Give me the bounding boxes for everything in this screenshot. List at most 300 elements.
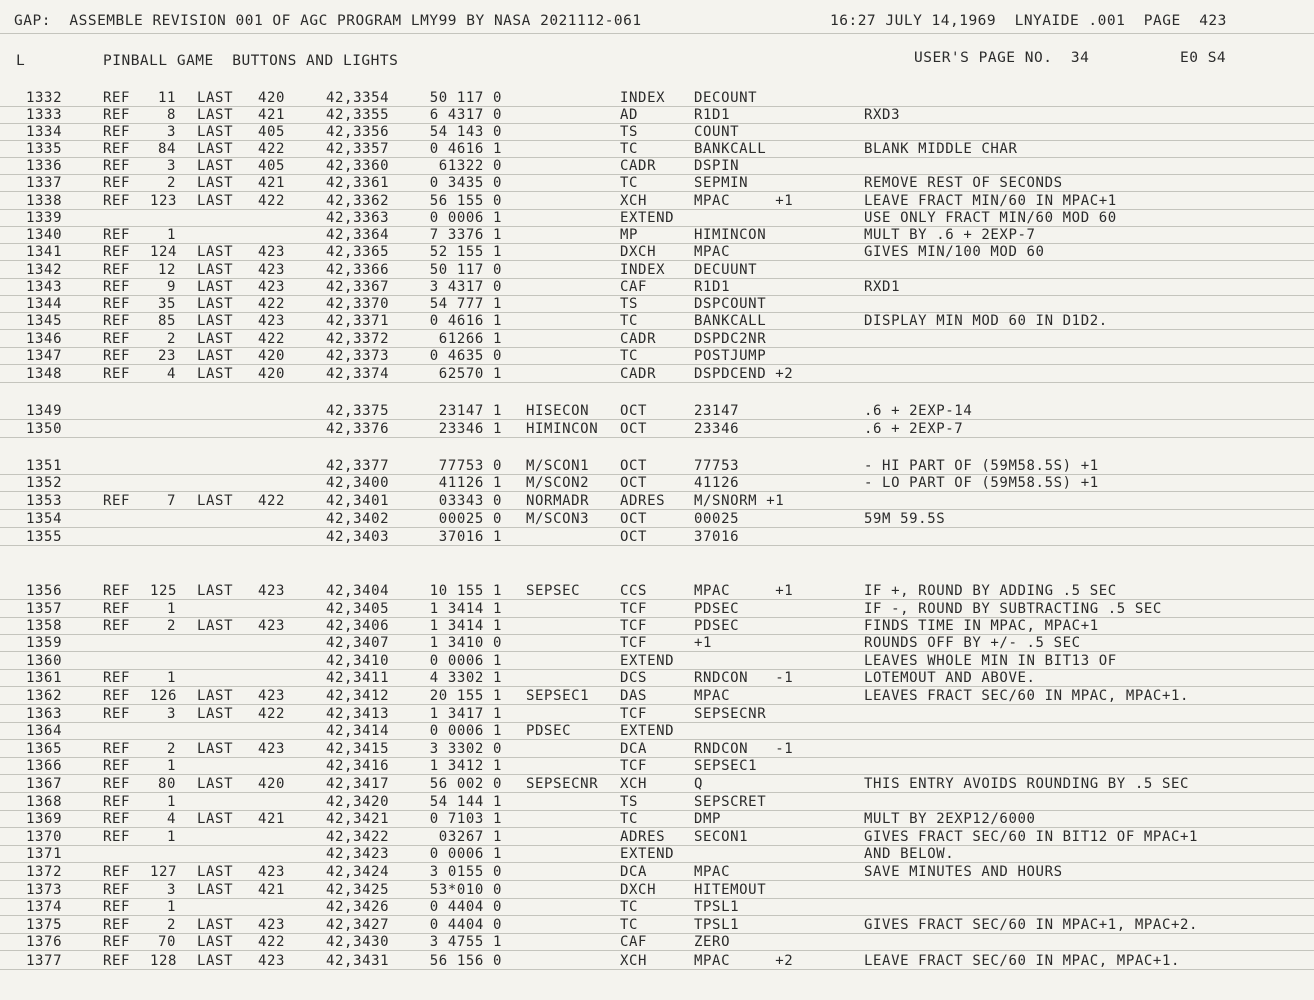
cell-last: LAST <box>197 706 234 722</box>
cell-ref: REF <box>103 227 131 243</box>
cell-rn: 9 <box>166 279 176 295</box>
cell-comment: LEAVE FRACT SEC/60 IN MPAC, MPAC+1. <box>864 953 1181 969</box>
listing-row <box>0 279 1314 296</box>
cell-loc: 42,3415 <box>326 741 390 757</box>
cell-label: HISECON <box>526 403 590 419</box>
cell-code: 0 4616 1 <box>429 313 502 329</box>
cell-addr: 420 <box>258 776 286 792</box>
cell-last: LAST <box>197 917 234 933</box>
row-rule <box>0 774 1314 775</box>
cell-rn: 1 <box>166 601 176 617</box>
cell-arg: MPAC <box>694 864 731 880</box>
cell-addr: 422 <box>258 141 286 157</box>
row-rule <box>0 686 1314 687</box>
cell-arg: RNDCON -1 <box>694 670 794 686</box>
cell-ln: 1370 <box>26 829 63 845</box>
listing-row <box>0 262 1314 279</box>
cell-last: LAST <box>197 741 234 757</box>
cell-arg: ZERO <box>694 934 731 950</box>
cell-ref: REF <box>103 706 131 722</box>
cell-arg: DSPDCEND +2 <box>694 366 794 382</box>
cell-addr: 423 <box>258 262 286 278</box>
cell-addr: 423 <box>258 583 286 599</box>
row-rule <box>0 862 1314 863</box>
cell-arg: MPAC +1 <box>694 583 794 599</box>
cell-ref: REF <box>103 193 131 209</box>
cell-arg: MPAC +2 <box>694 953 794 969</box>
cell-rn: 80 <box>157 776 176 792</box>
cell-addr: 422 <box>258 493 286 509</box>
row-rule <box>0 739 1314 740</box>
cell-ref: REF <box>103 758 131 774</box>
cell-op: TC <box>620 313 639 329</box>
row-rule <box>0 491 1314 492</box>
listing-row <box>0 953 1314 970</box>
cell-op: INDEX <box>620 262 666 278</box>
row-rule <box>0 827 1314 828</box>
cell-addr: 423 <box>258 864 286 880</box>
cell-comment: IF -, ROUND BY SUBTRACTING .5 SEC <box>864 601 1162 617</box>
row-rule <box>0 651 1314 652</box>
cell-ref: REF <box>103 141 131 157</box>
cell-ln: 1344 <box>26 296 63 312</box>
cell-arg: 37016 <box>694 529 740 545</box>
cell-code: 0 4616 1 <box>429 141 502 157</box>
cell-loc: 42,3376 <box>326 421 390 437</box>
cell-rn: 2 <box>166 618 176 634</box>
cell-ln: 1363 <box>26 706 63 722</box>
listing-row <box>0 618 1314 635</box>
cell-op: DCS <box>620 670 648 686</box>
cell-loc: 42,3402 <box>326 511 390 527</box>
cell-last: LAST <box>197 953 234 969</box>
cell-op: OCT <box>620 475 648 491</box>
cell-ref: REF <box>103 776 131 792</box>
listing-row <box>0 313 1314 330</box>
cell-arg: BANKCALL <box>694 313 767 329</box>
row-rule <box>0 419 1314 420</box>
cell-loc: 42,3420 <box>326 794 390 810</box>
cell-arg: MPAC <box>694 688 731 704</box>
cell-ln: 1368 <box>26 794 63 810</box>
cell-loc: 42,3370 <box>326 296 390 312</box>
cell-op: XCH <box>620 953 648 969</box>
cell-code: 37016 1 <box>438 529 502 545</box>
cell-rn: 1 <box>166 899 176 915</box>
cell-ln: 1348 <box>26 366 63 382</box>
cell-comment: FINDS TIME IN MPAC, MPAC+1 <box>864 618 1099 634</box>
cell-last: LAST <box>197 618 234 634</box>
cell-code: 4 3302 1 <box>429 670 502 686</box>
cell-loc: 42,3372 <box>326 331 390 347</box>
cell-ln: 1374 <box>26 899 63 915</box>
listing-row <box>0 141 1314 158</box>
user-page-number: USER'S PAGE NO. 34 <box>914 50 1090 66</box>
cell-op: OCT <box>620 421 648 437</box>
cell-loc: 42,3421 <box>326 811 390 827</box>
cell-loc: 42,3362 <box>326 193 390 209</box>
cell-loc: 42,3406 <box>326 618 390 634</box>
cell-last: LAST <box>197 193 234 209</box>
cell-code: 0 4635 0 <box>429 348 502 364</box>
cell-ln: 1372 <box>26 864 63 880</box>
cell-op: DAS <box>620 688 648 704</box>
cell-addr: 422 <box>258 331 286 347</box>
cell-comment: BLANK MIDDLE CHAR <box>864 141 1018 157</box>
cell-op: CCS <box>620 583 648 599</box>
cell-ln: 1365 <box>26 741 63 757</box>
cell-op: ADRES <box>620 493 666 509</box>
cell-loc: 42,3404 <box>326 583 390 599</box>
cell-rn: 7 <box>166 493 176 509</box>
cell-ref: REF <box>103 882 131 898</box>
listing-row <box>0 635 1314 652</box>
cell-op: TCF <box>620 758 648 774</box>
row-rule <box>0 509 1314 510</box>
listing-row <box>0 227 1314 244</box>
cell-rn: 124 <box>150 244 178 260</box>
listing-row <box>0 794 1314 811</box>
cell-last: LAST <box>197 864 234 880</box>
cell-ln: 1373 <box>26 882 63 898</box>
listing-row <box>0 421 1314 438</box>
cell-op: INDEX <box>620 90 666 106</box>
row-rule <box>0 382 1314 383</box>
cell-ref: REF <box>103 279 131 295</box>
cell-op: DXCH <box>620 882 657 898</box>
cell-op: TCF <box>620 601 648 617</box>
cell-loc: 42,3365 <box>326 244 390 260</box>
listing-row <box>0 193 1314 210</box>
cell-ln: 1347 <box>26 348 63 364</box>
cell-loc: 42,3425 <box>326 882 390 898</box>
cell-last: LAST <box>197 262 234 278</box>
cell-code: 0 0006 1 <box>429 723 502 739</box>
cell-ln: 1343 <box>26 279 63 295</box>
cell-rn: 127 <box>150 864 178 880</box>
cell-op: DCA <box>620 741 648 757</box>
cell-rn: 1 <box>166 829 176 845</box>
cell-comment: .6 + 2EXP-7 <box>864 421 964 437</box>
listing-row <box>0 296 1314 313</box>
cell-code: 50 117 0 <box>429 90 502 106</box>
cell-op: TS <box>620 124 639 140</box>
cell-code: 41126 1 <box>438 475 502 491</box>
cell-code: 62570 1 <box>438 366 502 382</box>
listing-row <box>0 493 1314 510</box>
cell-label: M/SCON3 <box>526 511 590 527</box>
cell-ln: 1358 <box>26 618 63 634</box>
cell-comment: RXD3 <box>864 107 901 123</box>
cell-ref: REF <box>103 107 131 123</box>
cell-last: LAST <box>197 244 234 260</box>
cell-code: 0 0006 1 <box>429 653 502 669</box>
header-title: GAP: ASSEMBLE REVISION 001 OF AGC PROGRAM LMY99 BY NASA 2021112-061 <box>14 13 642 29</box>
cell-code: 50 117 0 <box>429 262 502 278</box>
cell-addr: 422 <box>258 296 286 312</box>
cell-rn: 123 <box>150 193 178 209</box>
cell-comment: ROUNDS OFF BY +/- .5 SEC <box>864 635 1081 651</box>
cell-code: 61322 0 <box>438 158 502 174</box>
header-date-page: 16:27 JULY 14,1969 LNYAIDE .001 PAGE 423 <box>830 13 1227 29</box>
cell-comment: GIVES MIN/100 MOD 60 <box>864 244 1045 260</box>
cell-loc: 42,3423 <box>326 846 390 862</box>
cell-code: 77753 0 <box>438 458 502 474</box>
row-rule <box>0 880 1314 881</box>
cell-op: TCF <box>620 635 648 651</box>
listing-row <box>0 348 1314 365</box>
cell-label: HIMINCON <box>526 421 599 437</box>
cell-arg: SEPMIN <box>694 175 749 191</box>
cell-loc: 42,3405 <box>326 601 390 617</box>
listing-row <box>0 475 1314 492</box>
cell-op: CAF <box>620 279 648 295</box>
cell-rn: 2 <box>166 175 176 191</box>
cell-arg: RNDCON -1 <box>694 741 794 757</box>
listing-row <box>0 723 1314 740</box>
cell-loc: 42,3427 <box>326 917 390 933</box>
row-rule <box>0 792 1314 793</box>
listing-row <box>0 829 1314 846</box>
cell-arg: HITEMOUT <box>694 882 767 898</box>
cell-ln: 1350 <box>26 421 63 437</box>
listing-row <box>0 882 1314 899</box>
cell-arg: 23147 <box>694 403 740 419</box>
cell-code: 6 4317 0 <box>429 107 502 123</box>
cell-ln: 1335 <box>26 141 63 157</box>
cell-op: TC <box>620 811 639 827</box>
cell-arg: 77753 <box>694 458 740 474</box>
cell-label: PDSEC <box>526 723 572 739</box>
cell-rn: 126 <box>150 688 178 704</box>
cell-rn: 1 <box>166 670 176 686</box>
section-title: PINBALL GAME BUTTONS AND LIGHTS <box>103 53 399 69</box>
cell-arg: DSPDC2NR <box>694 331 767 347</box>
cell-comment: LEAVE FRACT MIN/60 IN MPAC+1 <box>864 193 1117 209</box>
cell-addr: 423 <box>258 953 286 969</box>
cell-code: 00025 0 <box>438 511 502 527</box>
cell-rn: 70 <box>157 934 176 950</box>
cell-addr: 422 <box>258 193 286 209</box>
cell-loc: 42,3367 <box>326 279 390 295</box>
cell-code: 1 3417 1 <box>429 706 502 722</box>
cell-rn: 4 <box>166 366 176 382</box>
cell-ln: 1366 <box>26 758 63 774</box>
cell-ln: 1369 <box>26 811 63 827</box>
cell-comment: IF +, ROUND BY ADDING .5 SEC <box>864 583 1117 599</box>
cell-addr: 421 <box>258 107 286 123</box>
cell-ln: 1367 <box>26 776 63 792</box>
cell-loc: 42,3422 <box>326 829 390 845</box>
cell-ref: REF <box>103 829 131 845</box>
cell-label: NORMADR <box>526 493 590 509</box>
cell-last: LAST <box>197 141 234 157</box>
cell-arg: 00025 <box>694 511 740 527</box>
cell-code: 1 3414 1 <box>429 618 502 634</box>
cell-arg: COUNT <box>694 124 740 140</box>
cell-ln: 1339 <box>26 210 63 226</box>
cell-ln: 1361 <box>26 670 63 686</box>
cell-rn: 35 <box>157 296 176 312</box>
cell-code: 10 155 1 <box>429 583 502 599</box>
listing-row <box>0 458 1314 475</box>
cell-loc: 42,3374 <box>326 366 390 382</box>
cell-addr: 421 <box>258 175 286 191</box>
cell-ref: REF <box>103 583 131 599</box>
cell-code: 3 0155 0 <box>429 864 502 880</box>
listing-row <box>0 90 1314 107</box>
cell-loc: 42,3356 <box>326 124 390 140</box>
cell-loc: 42,3355 <box>326 107 390 123</box>
cell-arg: DECOUNT <box>694 90 758 106</box>
cell-ref: REF <box>103 175 131 191</box>
cell-ref: REF <box>103 90 131 106</box>
cell-addr: 423 <box>258 688 286 704</box>
cell-last: LAST <box>197 366 234 382</box>
cell-ln: 1364 <box>26 723 63 739</box>
cell-code: 3 4317 0 <box>429 279 502 295</box>
row-rule <box>0 704 1314 705</box>
listing-row <box>0 210 1314 227</box>
cell-ref: REF <box>103 331 131 347</box>
cell-ref: REF <box>103 794 131 810</box>
listing-row <box>0 864 1314 881</box>
cell-code: 56 002 0 <box>429 776 502 792</box>
cell-comment: DISPLAY MIN MOD 60 IN D1D2. <box>864 313 1108 329</box>
cell-op: OCT <box>620 403 648 419</box>
row-rule <box>0 527 1314 528</box>
cell-op: CAF <box>620 934 648 950</box>
cell-rn: 128 <box>150 953 178 969</box>
cell-arg: SEPSCRET <box>694 794 767 810</box>
cell-loc: 42,3431 <box>326 953 390 969</box>
cell-code: 0 7103 1 <box>429 811 502 827</box>
listing-row <box>0 158 1314 175</box>
row-rule <box>0 191 1314 192</box>
cell-ref: REF <box>103 618 131 634</box>
cell-rn: 2 <box>166 331 176 347</box>
cell-addr: 423 <box>258 279 286 295</box>
cell-loc: 42,3375 <box>326 403 390 419</box>
cell-code: 3 3302 0 <box>429 741 502 757</box>
listing-row <box>0 107 1314 124</box>
cell-rn: 1 <box>166 794 176 810</box>
cell-arg: DSPCOUNT <box>694 296 767 312</box>
cell-loc: 42,3357 <box>326 141 390 157</box>
cell-code: 61266 1 <box>438 331 502 347</box>
listing-row <box>0 899 1314 916</box>
cell-ln: 1336 <box>26 158 63 174</box>
cell-comment: THIS ENTRY AVOIDS ROUNDING BY .5 SEC <box>864 776 1190 792</box>
cell-addr: 423 <box>258 618 286 634</box>
listing-row <box>0 403 1314 420</box>
cell-op: OCT <box>620 529 648 545</box>
cell-arg: 41126 <box>694 475 740 491</box>
cell-rn: 125 <box>150 583 178 599</box>
cell-arg: BANKCALL <box>694 141 767 157</box>
cell-loc: 42,3413 <box>326 706 390 722</box>
row-rule <box>0 599 1314 600</box>
cell-arg: TPSL1 <box>694 917 740 933</box>
cell-ln: 1341 <box>26 244 63 260</box>
listing-row <box>0 670 1314 687</box>
cell-last: LAST <box>197 313 234 329</box>
cell-ln: 1360 <box>26 653 63 669</box>
cell-ref: REF <box>103 296 131 312</box>
cell-ln: 1359 <box>26 635 63 651</box>
cell-loc: 42,3373 <box>326 348 390 364</box>
cell-ln: 1332 <box>26 90 63 106</box>
cell-op: EXTEND <box>620 723 675 739</box>
cell-op: EXTEND <box>620 210 675 226</box>
cell-last: LAST <box>197 107 234 123</box>
cell-last: LAST <box>197 811 234 827</box>
cell-addr: 420 <box>258 348 286 364</box>
row-rule <box>0 915 1314 916</box>
cell-ref: REF <box>103 670 131 686</box>
header-sub-left: L <box>16 53 26 69</box>
cell-ln: 1353 <box>26 493 63 509</box>
cell-arg: HIMINCON <box>694 227 767 243</box>
cell-comment: MULT BY .6 + 2EXP-7 <box>864 227 1036 243</box>
cell-code: 54 143 0 <box>429 124 502 140</box>
cell-ref: REF <box>103 917 131 933</box>
cell-code: 53*010 0 <box>429 882 502 898</box>
cell-ln: 1345 <box>26 313 63 329</box>
cell-rn: 4 <box>166 811 176 827</box>
cell-code: 0 3435 0 <box>429 175 502 191</box>
cell-loc: 42,3371 <box>326 313 390 329</box>
cell-addr: 422 <box>258 706 286 722</box>
cell-last: LAST <box>197 776 234 792</box>
cell-comment: LEAVES FRACT SEC/60 IN MPAC, MPAC+1. <box>864 688 1190 704</box>
cell-ref: REF <box>103 244 131 260</box>
cell-rn: 3 <box>166 124 176 140</box>
cell-addr: 423 <box>258 917 286 933</box>
cell-ln: 1338 <box>26 193 63 209</box>
cell-rn: 3 <box>166 882 176 898</box>
cell-comment: RXD1 <box>864 279 901 295</box>
cell-loc: 42,3361 <box>326 175 390 191</box>
cell-addr: 420 <box>258 366 286 382</box>
cell-code: 1 3414 1 <box>429 601 502 617</box>
listing-row <box>0 124 1314 141</box>
cell-comment: REMOVE REST OF SECONDS <box>864 175 1063 191</box>
cell-last: LAST <box>197 688 234 704</box>
cell-op: OCT <box>620 511 648 527</box>
cell-rn: 84 <box>157 141 176 157</box>
cell-code: 0 0006 1 <box>429 846 502 862</box>
cell-ref: REF <box>103 158 131 174</box>
cell-comment: 59M 59.5S <box>864 511 946 527</box>
cell-arg: TPSL1 <box>694 899 740 915</box>
cell-loc: 42,3416 <box>326 758 390 774</box>
cell-code: 54 777 1 <box>429 296 502 312</box>
cell-last: LAST <box>197 493 234 509</box>
cell-last: LAST <box>197 296 234 312</box>
cell-op: CADR <box>620 158 657 174</box>
cell-ln: 1340 <box>26 227 63 243</box>
cell-code: 23346 1 <box>438 421 502 437</box>
listing-row <box>0 244 1314 261</box>
cell-arg: Q <box>694 776 704 792</box>
cell-loc: 42,3366 <box>326 262 390 278</box>
cell-rn: 2 <box>166 917 176 933</box>
cell-op: MP <box>620 227 639 243</box>
cell-ln: 1356 <box>26 583 63 599</box>
cell-comment: - LO PART OF (59M58.5S) +1 <box>864 475 1099 491</box>
cell-ln: 1337 <box>26 175 63 191</box>
